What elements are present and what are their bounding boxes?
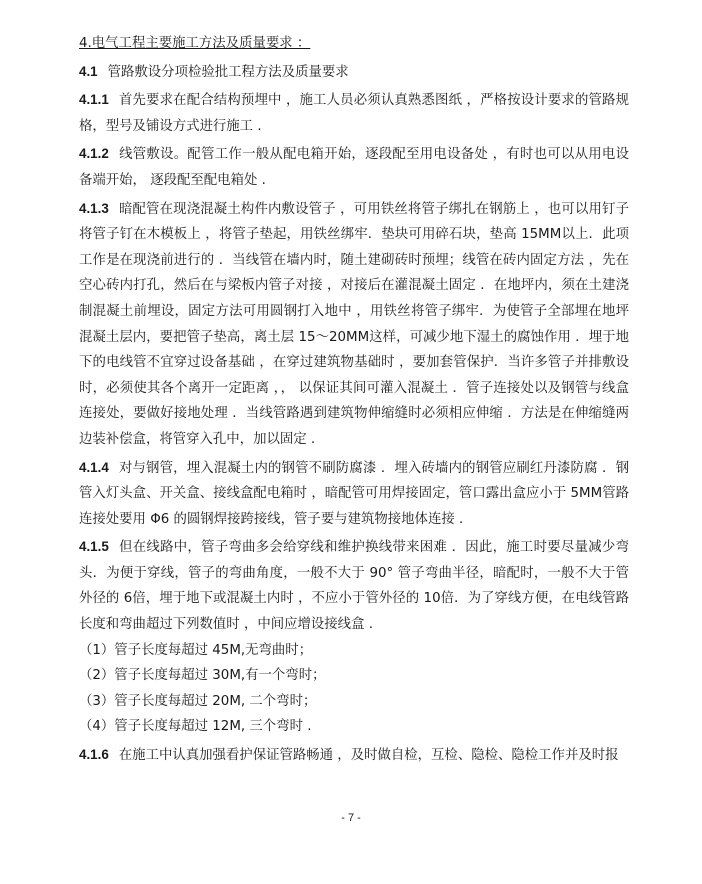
paragraph-4-1-4 [79,455,629,533]
paragraph-text: 但在线路中，管子弯曲多会给穿线和维护换线带来困难 ．因此，施工时要尽量减少弯头．为便于穿线，管子的弯曲角度，一般不大于 90° 管子弯曲半径，暗配时，一般不大于管外径的 6倍，埋于地下或混凝土内时 ，不应小于管外径的 10倍．为了穿线方便，在电线管路长度和弯曲超过下列数值时 ，中间应增设接线盒 . [79,540,629,633]
page-number: - 7 - [341,812,361,824]
section-number: 4.1.2 [79,146,109,162]
list-item: （4）管子长度每超过 12M, 三个弯时 . [79,719,312,735]
paragraph-4-1-3 [79,196,629,453]
section-number: 4.1.5 [79,539,109,555]
paragraph-text: 在施工中认真加强看护保证管路畅通 ，及时做自检，互检、隐检、隐检工作并及时报 [118,748,619,764]
section-number: 4.1.4 [79,459,109,475]
section-number: 4.1.1 [79,92,109,108]
paragraph-4-1-6 [79,742,629,769]
paragraph-text: 暗配管在现浇混凝土构件内敷设管子 ，可用铁丝将管子绑扎在钢筋上 ，也可以用钉子将管子钉在木模板上 ，将管子垫起，用铁丝绑牢．垫块可用碎石块，垫高 15MM以上．此项工作是在现浇前进行的 ．当线管在墙内时，随土建砌砖时预埋；线管在砖内固定方法 ，先在空心砖内打孔，然后在与梁板内管子对接 ，对接后在灌混凝土固定 ．在地坪内，须在土建浇制混凝土前埋设，固定方法可用圆钢打入地中 ，用铁丝将管子绑牢．为使管子全部埋在地坪混凝土层内，要把管子垫高，离土层 15～20MM这样，可减少地下湿土的腐蚀作用 ．埋于地下的电线管不宜穿过设备基础 ，在穿过建筑物基础时 ，要加套管保护．当许多管子并排敷设时，必须使其各个离开一定距离 ，， 以保证其间可灌入混凝土 ．管子连接处以及钢管与线盒连接处，要做好接地处理 ．当线管路遇到建筑物伸缩缝时必须相应伸缩 ．方法是在伸缩缝两边装补偿盒，将管穿入孔中，加以固定 . [79,201,629,447]
section-number: 4.1 [79,63,98,79]
paragraph-text: 首先要求在配合结构预埋中 ，施工人员必须认真熟悉图纸 ，严格按设计要求的管路规格，型号及铺设方式进行施工 . [79,93,629,134]
paragraph-text: 管路敷设分项检验批工程方法及质量要求 [107,64,349,80]
paragraph-text: 对与钢管，埋入混凝土内的钢管不刷防腐漆 ．埋入砖墙内的钢管应刷红丹漆防腐 ．钢管入灯头盒、开关盒、接线盒配电箱时 ，暗配管可用焊接固定，管口露出盒应小于 5MM管路连接处要用 Φ6 的圆钢焊接跨接线，管子要与建筑物接地体连接 . [79,460,629,527]
paragraph-4-1 [79,59,629,86]
paragraph-4-1-2 [79,141,629,193]
section-number: 4.1.6 [79,747,109,763]
paragraph-4-1-1 [79,87,629,139]
paragraph-4-1-5 [79,534,629,637]
section-title: 4.电气工程主要施工方法及质量要求 ： [79,36,311,51]
list-item: （1）管子长度每超过 45M,无弯曲时； [79,642,313,658]
list-item: （2）管子长度每超过 30M,有一个弯时； [79,668,326,684]
document-body [79,31,629,769]
list-item: （3）管子长度每超过 20M, 二个弯时； [79,693,317,709]
paragraph-text: 线管敷设。配管工作一般从配电箱开始，逐段配至用电设备处 ，有时也可以从用电设备端开始， 逐段配至配电箱处 . [79,147,629,188]
section-number: 4.1.3 [79,200,109,216]
